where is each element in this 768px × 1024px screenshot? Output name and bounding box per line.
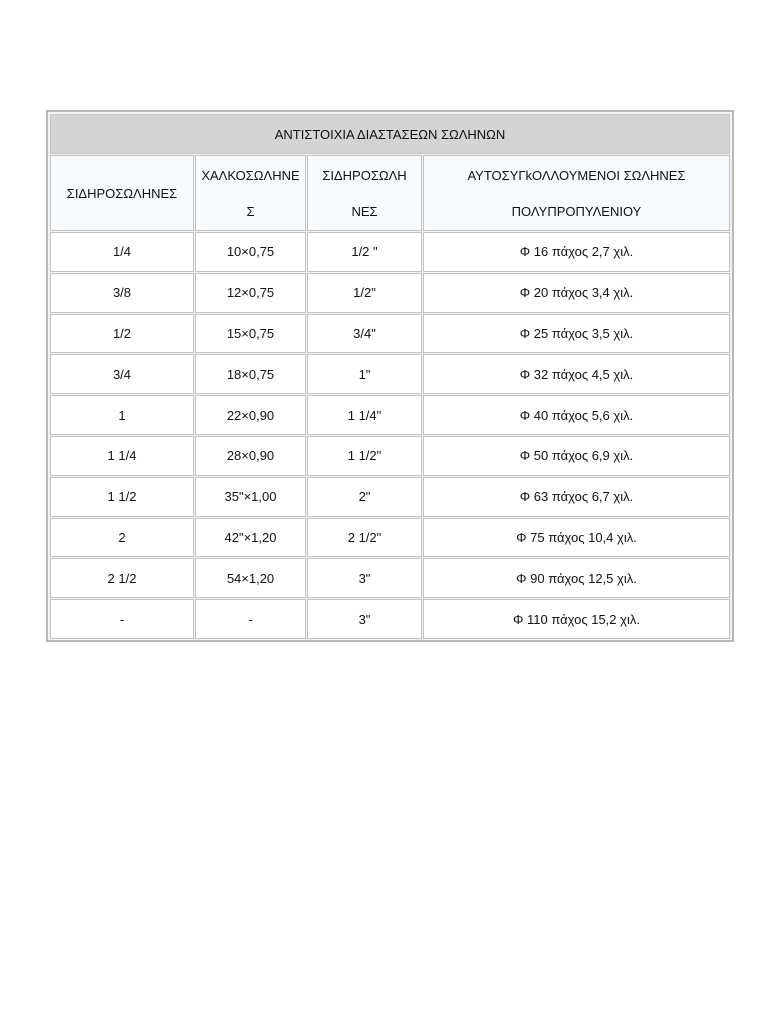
pipe-size-table <box>46 110 734 642</box>
cell-iron: 2 <box>50 518 194 558</box>
header-label-line1: ΧΑΛΚΟΣΩΛΗΝΕ <box>201 168 300 183</box>
header-cell-iron-pipes <box>50 155 194 231</box>
cell-polypropylene: Φ 63 πάχος 6,7 χιλ. <box>423 477 730 517</box>
cell-copper: 28×0,90 <box>195 436 306 476</box>
cell-polypropylene: Φ 25 πάχος 3,5 χιλ. <box>423 314 730 354</box>
cell-iron-inch: 1 1/2" <box>307 436 422 476</box>
cell-copper: 12×0,75 <box>195 273 306 313</box>
cell-polypropylene: Φ 20 πάχος 3,4 χιλ. <box>423 273 730 313</box>
header-label-line1: ΣΙΔΗΡΟΣΩΛΗ <box>322 168 407 183</box>
cell-copper: 22×0,90 <box>195 395 306 435</box>
cell-iron-inch: 3/4" <box>307 314 422 354</box>
cell-copper: - <box>195 599 306 639</box>
cell-iron-inch: 3" <box>307 558 422 598</box>
cell-polypropylene: Φ 16 πάχος 2,7 χιλ. <box>423 232 730 272</box>
cell-iron-inch: 1/2 " <box>307 232 422 272</box>
cell-iron: 1 1/4 <box>50 436 194 476</box>
cell-iron: - <box>50 599 194 639</box>
cell-iron-inch: 2 1/2" <box>307 518 422 558</box>
cell-polypropylene: Φ 110 πάχος 15,2 χιλ. <box>423 599 730 639</box>
cell-iron-inch: 2" <box>307 477 422 517</box>
header-label-line1: ΑΥΤΟΣΥΓkΟΛΛΟΥΜΕΝΟΙ ΣΩΛΗΝΕΣ <box>467 168 686 183</box>
cell-iron-inch: 1/2" <box>307 273 422 313</box>
header-label-line2: ΝΕΣ <box>351 204 378 219</box>
cell-iron: 2 1/2 <box>50 558 194 598</box>
cell-iron: 1/2 <box>50 314 194 354</box>
cell-polypropylene: Φ 50 πάχος 6,9 χιλ. <box>423 436 730 476</box>
header-cell-polypropylene-pipes <box>423 155 730 231</box>
header-label-line2: ΠΟΛΥΠΡΟΠΥΛΕΝΙΟΥ <box>511 204 642 219</box>
cell-iron: 3/4 <box>50 354 194 394</box>
cell-copper: 10×0,75 <box>195 232 306 272</box>
header-cell-iron-pipes-inch <box>307 155 422 231</box>
cell-iron: 1 1/2 <box>50 477 194 517</box>
cell-iron-inch: 3" <box>307 599 422 639</box>
header-label-line2: Σ <box>246 204 255 219</box>
table-title: ΑΝΤΙΣΤΟΙΧΙΑ ΔΙΑΣΤΑΣΕΩΝ ΣΩΛΗΝΩΝ <box>50 114 730 154</box>
cell-iron: 3/8 <box>50 273 194 313</box>
cell-polypropylene: Φ 90 πάχος 12,5 χιλ. <box>423 558 730 598</box>
cell-copper: 18×0,75 <box>195 354 306 394</box>
header-label: ΣΙΔΗΡΟΣΩΛΗΝΕΣ <box>66 185 178 201</box>
header-cell-copper-pipes <box>195 155 306 231</box>
cell-polypropylene: Φ 32 πάχος 4,5 χιλ. <box>423 354 730 394</box>
cell-copper: 54×1,20 <box>195 558 306 598</box>
cell-polypropylene: Φ 40 πάχος 5,6 χιλ. <box>423 395 730 435</box>
cell-copper: 15×0,75 <box>195 314 306 354</box>
cell-iron: 1 <box>50 395 194 435</box>
cell-iron-inch: 1" <box>307 354 422 394</box>
cell-iron-inch: 1 1/4" <box>307 395 422 435</box>
cell-copper: 42"×1,20 <box>195 518 306 558</box>
cell-iron: 1/4 <box>50 232 194 272</box>
cell-polypropylene: Φ 75 πάχος 10,4 χιλ. <box>423 518 730 558</box>
cell-copper: 35"×1,00 <box>195 477 306 517</box>
